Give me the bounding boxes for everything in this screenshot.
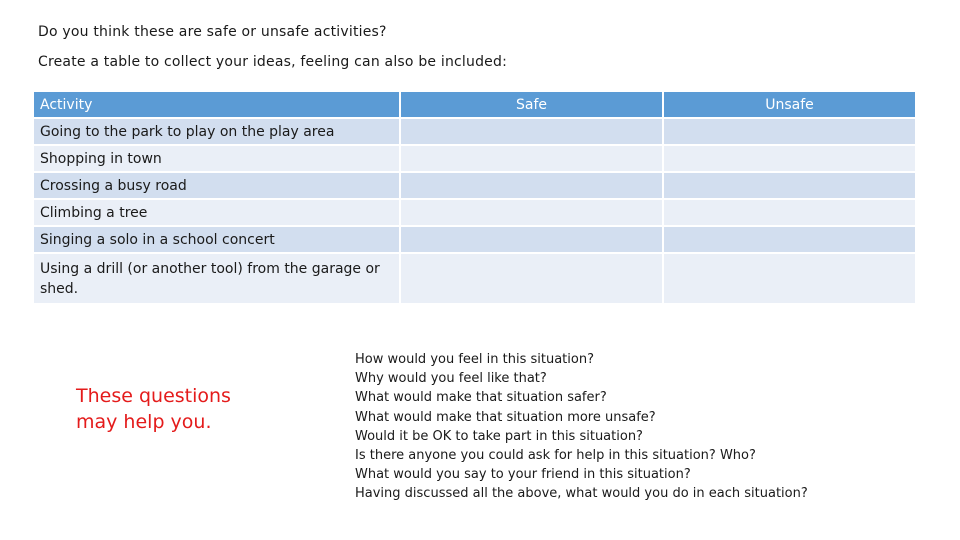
activity-table	[32, 90, 917, 305]
table-row	[33, 199, 916, 226]
intro-instruction: Create a table to collect your ideas, feeling can also be included:	[38, 54, 507, 70]
table-row	[33, 253, 916, 304]
question-item: Why would you feel like that?	[355, 371, 547, 387]
safe-cell[interactable]	[400, 226, 663, 253]
question-item: What would make that situation more unsafe?	[355, 409, 656, 425]
question-item: What would you say to your friend in this situation?	[355, 467, 691, 483]
unsafe-cell[interactable]	[663, 145, 916, 172]
header-unsafe: Unsafe	[663, 91, 916, 118]
unsafe-cell[interactable]	[663, 253, 916, 304]
unsafe-cell[interactable]	[663, 226, 916, 253]
question-list	[355, 350, 808, 504]
activity-cell: Using a drill (or another tool) from the garage or shed.	[33, 253, 400, 304]
safe-cell[interactable]	[400, 145, 663, 172]
activity-cell: Singing a solo in a school concert	[33, 226, 400, 253]
question-item: Would it be OK to take part in this situation?	[355, 428, 643, 444]
table-row	[33, 172, 916, 199]
unsafe-cell[interactable]	[663, 172, 916, 199]
intro-question: Do you think these are safe or unsafe activities?	[38, 24, 387, 40]
activity-cell: Shopping in town	[33, 145, 400, 172]
table-row	[33, 226, 916, 253]
table-row	[33, 118, 916, 145]
safe-cell[interactable]	[400, 118, 663, 145]
header-activity: Activity	[33, 91, 400, 118]
activity-cell: Crossing a busy road	[33, 172, 400, 199]
activity-cell: Going to the park to play on the play area	[33, 118, 400, 145]
table-row	[33, 145, 916, 172]
safe-cell[interactable]	[400, 199, 663, 226]
table-header-row	[33, 91, 916, 118]
safe-cell[interactable]	[400, 253, 663, 304]
question-item: Is there anyone you could ask for help in this situation? Who?	[355, 448, 756, 464]
header-safe: Safe	[400, 91, 663, 118]
unsafe-cell[interactable]	[663, 118, 916, 145]
question-item: What would make that situation safer?	[355, 390, 607, 406]
safe-cell[interactable]	[400, 172, 663, 199]
hint-text: These questions may help you.	[76, 385, 231, 433]
question-item: How would you feel in this situation?	[355, 352, 594, 367]
question-item: Having discussed all the above, what would you do in each situation?	[355, 486, 808, 502]
unsafe-cell[interactable]	[663, 199, 916, 226]
activity-cell: Climbing a tree	[33, 199, 400, 226]
